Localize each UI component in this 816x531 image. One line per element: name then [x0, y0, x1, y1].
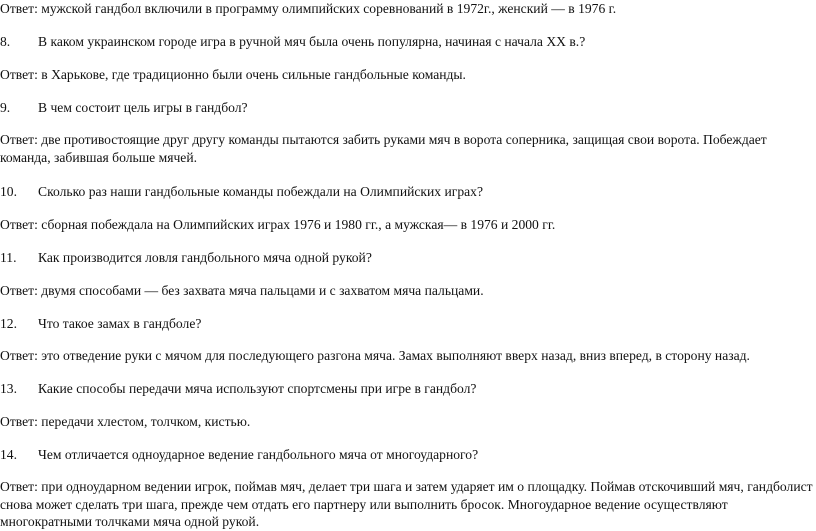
- question-text: В каком украинском городе игра в ручной мяч была очень популярна, начиная с начала ХХ в.?: [38, 34, 586, 49]
- question-number: 13.: [0, 381, 17, 396]
- question-number: 14.: [0, 447, 17, 462]
- answer-olympic-program: Ответ: мужской гандбол включили в программу олимпийских соревнований в 1972г., женский — в 1976 г.: [0, 1, 617, 16]
- question-text: Сколько раз наши гандбольные команды побеждали на Олимпийских играх?: [38, 184, 484, 199]
- answer-11: Ответ: двумя способами — без захвата мяча пальцами и с захватом мяча пальцами.: [0, 283, 484, 298]
- question-number: 12.: [0, 316, 17, 331]
- question-number: 9.: [0, 100, 11, 115]
- answer-10: Ответ: сборная побеждала на Олимпийских играх 1976 и 1980 гг., а мужская— в 1976 и 2000 гг.: [0, 217, 556, 232]
- answer-12: Ответ: это отведение руки с мячом для последующего разгона мяча. Замах выполняют вверх назад, вниз вперед, в сторону назад.: [0, 348, 750, 363]
- question-number: 8.: [0, 34, 11, 49]
- question-text: Какие способы передачи мяча используют спортсмены при игре в гандбол?: [38, 381, 477, 396]
- answer-13: Ответ: передачи хлестом, толчком, кистью.: [0, 414, 251, 429]
- answer-9: Ответ: две противостоящие друг другу команды пытаются забить руками мяч в ворота соперника, защищая свои ворота. Побеждает команда, забившая больше мячей.: [0, 132, 767, 165]
- question-text: Чем отличается одноударное ведение гандбольного мяча от многоударного?: [38, 447, 479, 462]
- question-text: Что такое замах в гандболе?: [38, 316, 202, 331]
- question-text: Как производится ловля гандбольного мяча одной рукой?: [38, 250, 372, 265]
- question-number: 11.: [0, 250, 17, 265]
- answer-14: Ответ: при одноударном ведении игрок, поймав мяч, делает три шага и затем ударяет им о площадку. Поймав отскочивший мяч, гандболист снова может сделать три шага, прежде чем отдать его партнеру или выполнить бросок. Многоударное ведение осуществляют многократными толчками мяча одной рукой.: [0, 479, 813, 529]
- question-number: 10.: [0, 184, 17, 199]
- question-text: В чем состоит цель игры в гандбол?: [38, 100, 248, 115]
- answer-8: Ответ: в Харькове, где традиционно были очень сильные гандбольные команды.: [0, 67, 466, 82]
